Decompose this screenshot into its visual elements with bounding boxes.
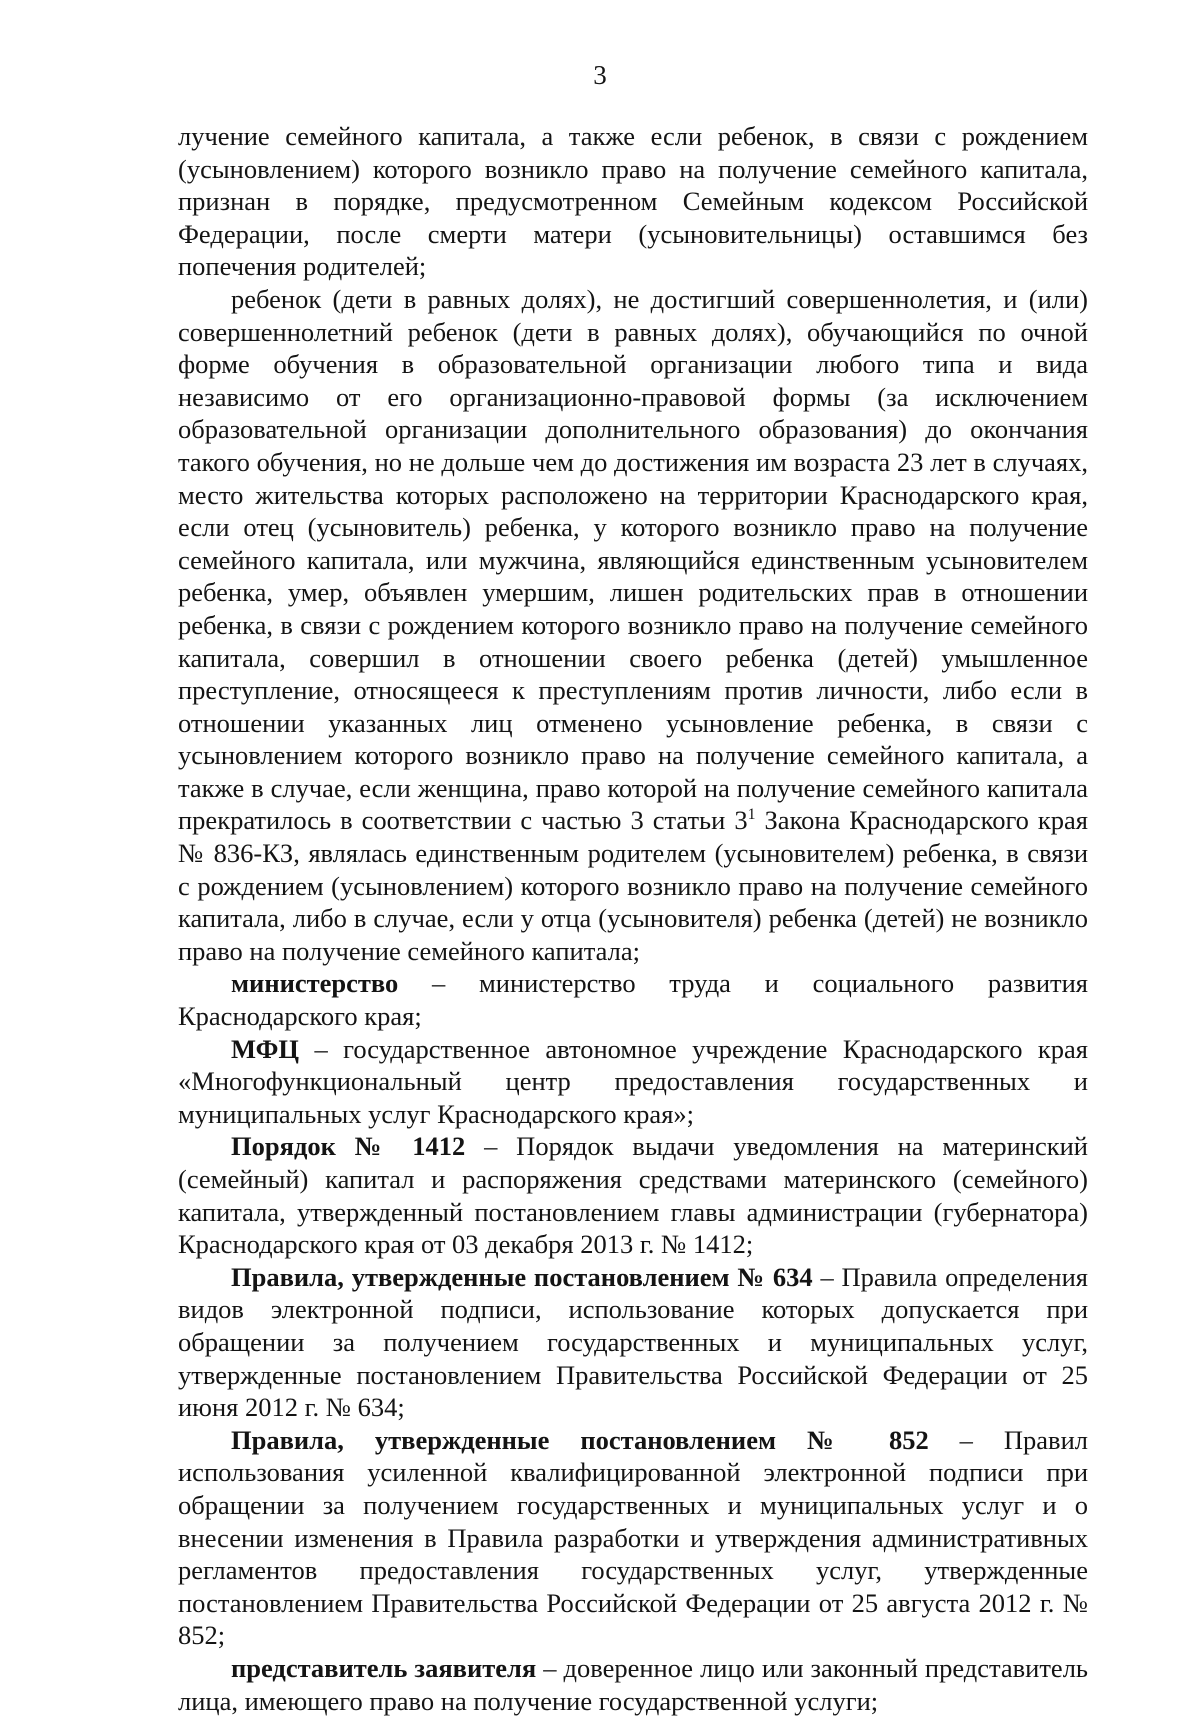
definition-text: – Правил использования усиленной квалифицированной электронной подписи при обращении за получением государственных и муниципальных услуг и о внесении изменения в Правила разработки и утверждения административных регламентов предоставления государственных услуг, утвержденные постановлением Правительства Российской Федерации от 25 августа 2012 г. № 852; [178,1424,1088,1651]
definition-rules-852 [178,1424,1088,1652]
definition-order-1412 [178,1130,1088,1260]
definition-text: – министерство труда и социального развития Краснодарского края; [178,968,1088,1032]
definition-term: Порядок № 1412 [231,1131,466,1162]
paragraph-text: лучение семейного капитала, а также если ребенок, в связи с рождением (усыновлением) которого возникло право на получение семейного капитала, признан в порядке, предусмотренном Семейным кодексом Российской Федерации, после смерти матери (усыновительницы) оставшимся без попечения родителей; [178,121,1088,282]
definition-rules-634 [178,1261,1088,1424]
definition-text: – государственное автономное учреждение Краснодарского края «Многофункциональный центр предоставления государственных и муниципальных услуг Краснодарского края»; [178,1033,1088,1129]
definition-term: Правила, утвержденные постановлением № 852 [231,1424,929,1455]
paragraph-1 [178,120,1088,283]
definition-term: представитель заявителя [231,1652,537,1683]
paragraph-text: Закона Краснодарского края № 836-КЗ, являлась единственным родителем (усыновителем) ребенка, в связи с рождением (усыновлением) которого возникло право на получение семейного капитала, либо в случае, если у отца (усыновителя) ребенка (детей) не возникло право на получение семейного капитала; [178,805,1088,966]
definition-text: – Правила определения видов электронной подписи, использование которых допускается при обращении за получением государственных и муниципальных услуг, утвержденные постановлением Правительства Российской Федерации от 25 июня 2012 г. № 634; [178,1261,1088,1423]
definition-text: – доверенное лицо или законный представитель лица, имеющего право на получение государственной услуги; [178,1652,1088,1716]
definition-mfc [178,1033,1088,1131]
definition-ministry [178,967,1088,1032]
definition-term: Правила, утвержденные постановлением № 634 [231,1261,813,1292]
paragraph-child-definition [178,283,1088,967]
superscript: 1 [747,806,756,824]
definition-applicant-representative [178,1652,1088,1717]
definition-term: МФЦ [231,1033,300,1064]
definition-term: министерство [231,968,399,999]
paragraph-text: ребенок (дети в равных долях), не достигший совершеннолетия, и (или) совершеннолетний ребенок (дети в равных долях), обучающийся по очной форме обучения в образовательной организации любого типа и вида независимо от его организационно-правовой формы (за исключением образовательной организации дополнительного образования) до окончания такого обучения, но не дольше чем до достижения им возраста 23 лет в случаях, место жительства которых расположено на территории Краснодарского края, если отец (усыновитель) ребенка, у которого возникло право на получение семейного капитала, или мужчина, являющийся единственным усыновителем ребенка, умер, объявлен умершим, лишен родительских прав в отношении ребенка, в связи с рождением которого возникло право на получение семейного капитала, совершил в отношении своего ребенка (детей) умышленное преступление, относящееся к преступлениям против личности, либо если в отношении указанных лиц отменено усыновление ребенка, в связи с усыновлением которого возникло право на получение семейного капитала, а также в случае, если женщина, право которой на получение семейного капитала прекратилось в соответствии с частью 3 статьи 3 [178,283,1088,836]
definition-text: – Порядок выдачи уведомления на материнский (семейный) капитал и распоряжения средствами материнского (семейного) капитала, утвержденный постановлением главы администрации (губернатора) Краснодарского края от 03 декабря 2013 г. № 1412; [178,1131,1088,1260]
page-number: 3 [593,60,607,90]
document-body [178,120,1088,1717]
